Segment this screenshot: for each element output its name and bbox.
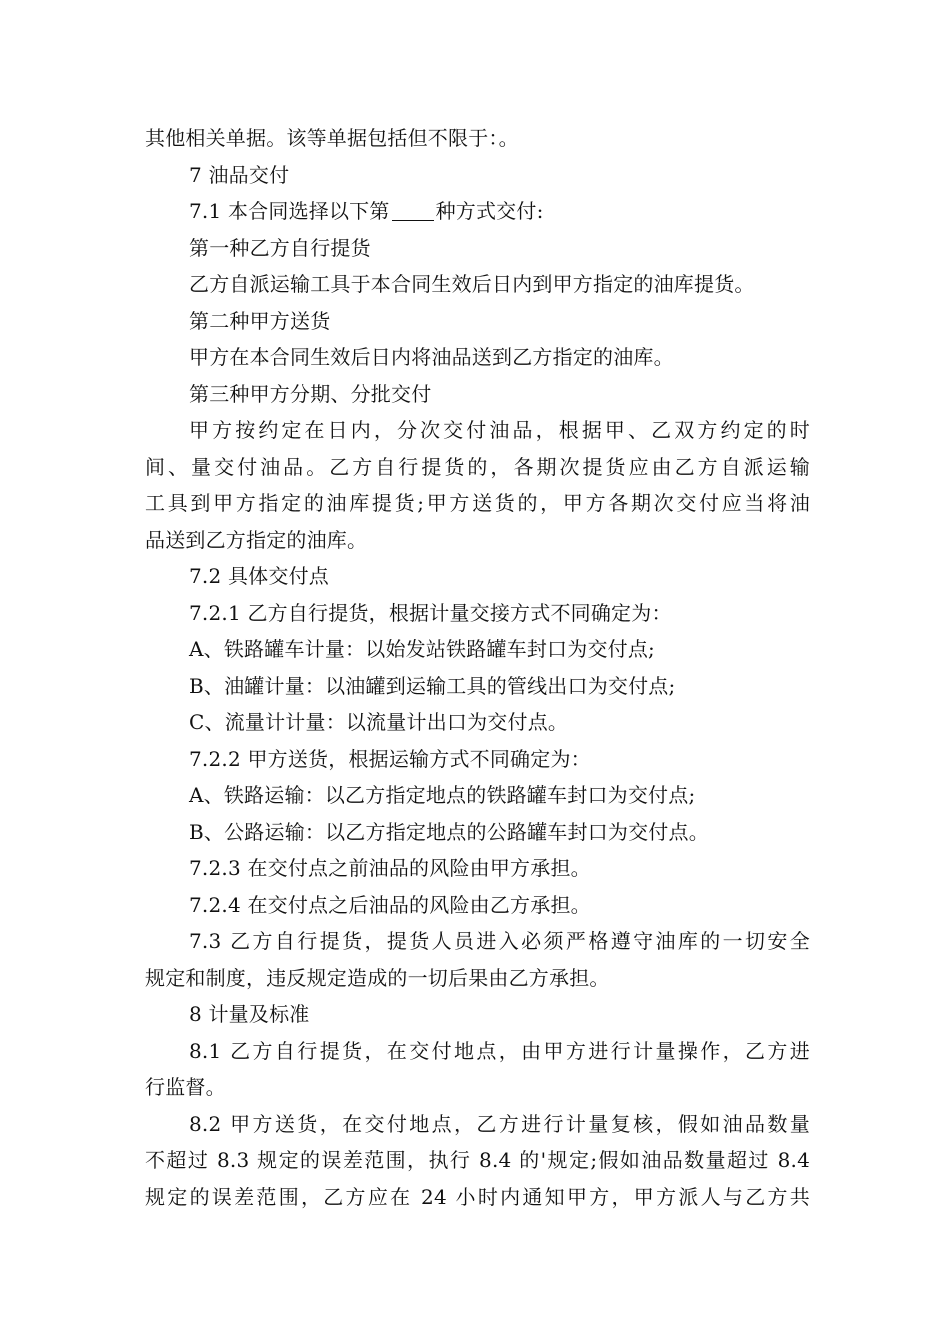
text-line: 7.2.3 在交付点之前油品的风险由甲方承担。 (189, 856, 591, 880)
text-line: 7.2 具体交付点 (189, 564, 329, 588)
text-line: 甲方在本合同生效后日内将油品送到乙方指定的油库。 (189, 345, 674, 369)
text-line: 乙方自派运输工具于本合同生效后日内到甲方指定的油库提货。 (189, 272, 755, 296)
document-body (145, 120, 810, 1215)
text-line: 行监督。 (145, 1075, 226, 1099)
text-line: B、公路运输：以乙方指定地点的公路罐车封口为交付点。 (189, 819, 709, 844)
text-line: 8.1 乙方自行提货，在交付地点，由甲方进行计量操作，乙方进 (189, 1038, 810, 1063)
text-line: 间、量交付油品。乙方自行提货的，各期次提货应由乙方自派运输 (145, 454, 810, 479)
text-line: 规定和制度，违反规定造成的一切后果由乙方承担。 (145, 965, 610, 990)
text-line: 第三种甲方分期、分批交付 (189, 381, 432, 406)
text-line: 7.3 乙方自行提货，提货人员进入必须严格遵守油库的一切安全 (189, 929, 810, 953)
text-line: 第一种乙方自行提货 (189, 235, 371, 260)
text-line: 7.2.4 在交付点之后油品的风险由乙方承担。 (189, 892, 591, 917)
line-text: 7.1 本合同选择以下第 (189, 199, 390, 223)
text-line: B、油罐计量：以油罐到运输工具的管线出口为交付点; (189, 673, 676, 698)
fill-in-blank (392, 202, 434, 221)
text-line: 8.2 甲方送货，在交付地点，乙方进行计量复核，假如油品数量 (189, 1111, 810, 1136)
text-line: A、铁路运输：以乙方指定地点的铁路罐车封口为交付点; (189, 783, 696, 807)
text-line: 7.2.2 甲方送货，根据运输方式不同确定为： (189, 746, 591, 771)
text-line: 不超过 8.3 规定的误差范围，执行 8.4 的'规定;假如油品数量超过 8.4 (145, 1148, 810, 1172)
text-line: 工具到甲方指定的油库提货;甲方送货的，甲方各期次交付应当将油 (145, 491, 810, 515)
text-line: 规定的误差范围，乙方应在 24 小时内通知甲方，甲方派人与乙方共 (145, 1184, 810, 1209)
text-line: 第二种甲方送货 (189, 308, 331, 333)
text-line: 其他相关单据。该等单据包括但不限于：。 (145, 126, 519, 150)
text-line: A、铁路罐车计量：以始发站铁路罐车封口为交付点; (189, 637, 655, 661)
text-line (145, 193, 810, 230)
text-line: 7 油品交付 (189, 162, 290, 187)
line-text-after: 种方式交付: (435, 199, 544, 223)
text-line: 8 计量及标准 (189, 1002, 310, 1026)
text-line: 品送到乙方指定的油库。 (145, 527, 368, 552)
text-line: 7.2.1 乙方自行提货，根据计量交接方式不同确定为： (189, 600, 672, 625)
text-line: C、流量计计量：以流量计出口为交付点。 (189, 710, 569, 734)
text-line: 甲方按约定在日内，分次交付油品，根据甲、乙双方约定的时 (189, 418, 810, 442)
